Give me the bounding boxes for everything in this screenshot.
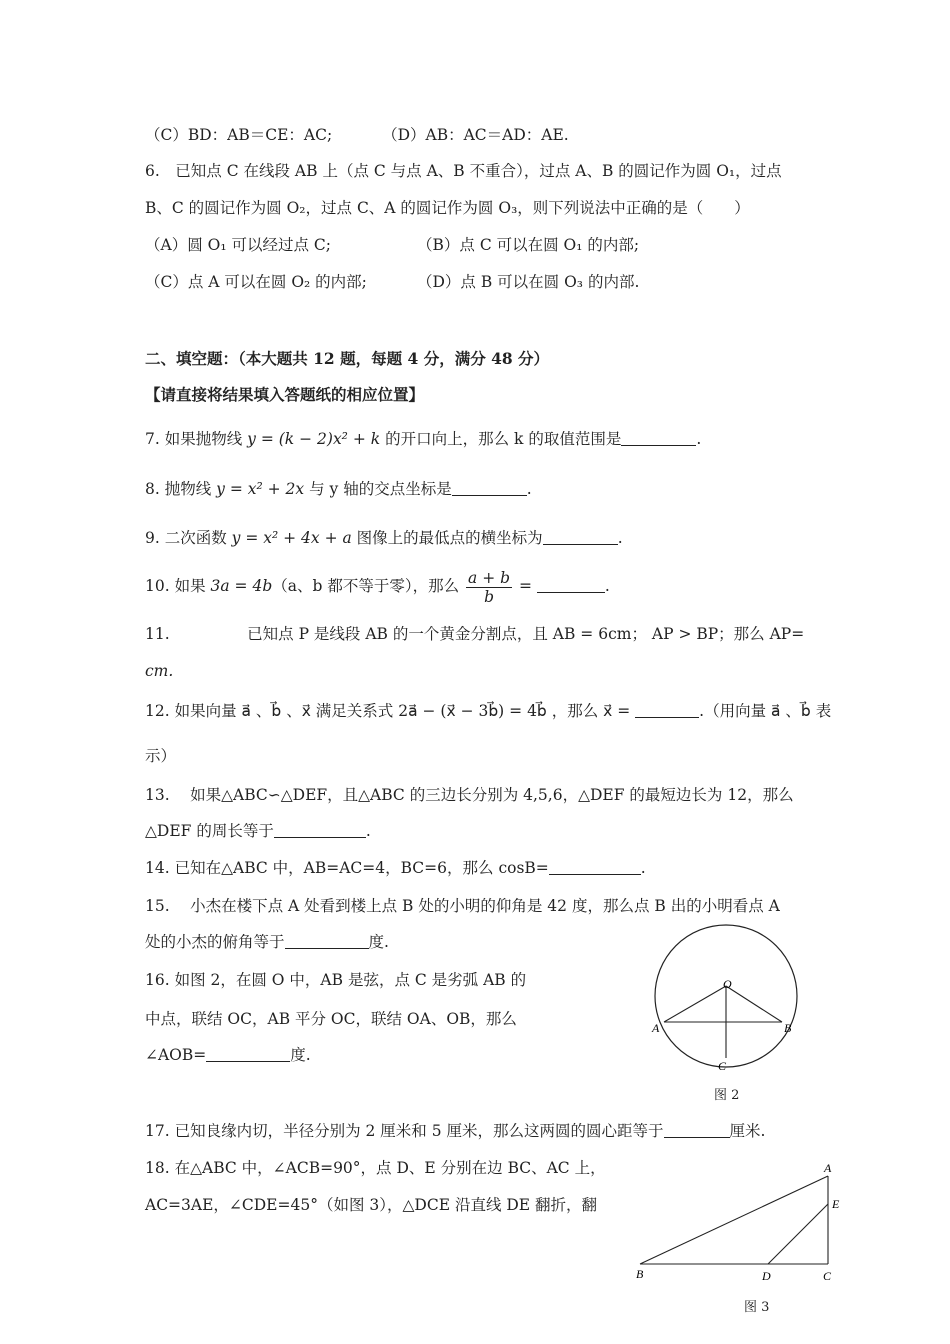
q6-stem-line2: B、C 的圆记作为圆 O₂，过点 C、A 的圆记作为圆 O₃，则下列说法中正确的是（ ）: [145, 199, 750, 217]
label-c: C: [718, 1059, 727, 1073]
label-a: A: [824, 1161, 832, 1175]
q13-text-pre: △DEF 的周长等于: [145, 822, 274, 840]
q17-text-pre: 17. 已知良缘内切，半径分别为 2 厘米和 5 厘米，那么这两圆的圆心距等于: [145, 1122, 664, 1140]
q9-text-pre: 9. 二次函数: [145, 529, 232, 547]
q7-answer-blank[interactable]: [621, 429, 696, 446]
label-d: D: [762, 1269, 771, 1283]
question-14: [145, 857, 646, 879]
q12-text-pre: 12. 如果向量 a⃗ 、b⃗ 、x⃗ 满足关系式 2a⃗ − (x⃗ − 3b⃗) = 4b⃗ ，那么 x⃗ =: [145, 702, 636, 720]
q16-text-pre: ∠AOB=: [145, 1046, 207, 1064]
q17-answer-blank[interactable]: [664, 1121, 730, 1138]
q14-text-pre: 14. 已知在△ABC 中，AB=AC=4，BC=6，那么 cosB=: [145, 859, 549, 877]
q11-line2: cm.: [145, 662, 174, 680]
q10-answer-blank[interactable]: [537, 576, 605, 593]
q10-equals: =: [514, 577, 537, 595]
q14-end: .: [640, 859, 646, 877]
q10-text-mid: （a、b 都不等于零），那么: [272, 577, 465, 595]
q11-line1: 11. 已知点 P 是线段 AB 的一个黄金分割点，且 AB = 6cm； AP > BP；那么 AP=: [145, 625, 805, 643]
q10-fraction: [466, 569, 512, 606]
question-12: [145, 700, 831, 722]
q13-end: .: [365, 822, 371, 840]
q5-options: [145, 124, 569, 146]
q15-text-pre: 处的小杰的俯角等于: [145, 933, 285, 951]
q13-line1: 13. 如果△ABC∽△DEF，且△ABC 的三边长分别为 4,5,6，△DEF 的最短边长为 12，那么: [145, 786, 794, 804]
q17-end: 厘米.: [729, 1122, 766, 1140]
q10-end: .: [604, 577, 610, 595]
q16-line1: 16. 如图 2，在圆 O 中，AB 是弦，点 C 是劣弧 AB 的: [145, 971, 527, 989]
q12-text-post: .（用向量 a⃗ 、b⃗ 表: [699, 702, 832, 720]
q13-answer-blank[interactable]: [274, 821, 366, 838]
q6-option-b: （B）点 C 可以在圆 O₁ 的内部;: [417, 236, 640, 254]
q15-answer-blank[interactable]: [285, 932, 369, 949]
q7-text-pre: 7. 如果抛物线: [145, 430, 248, 448]
q8-formula: y = x² + 2x: [216, 480, 305, 498]
q6-stem-line1: 6. 已知点 C 在线段 AB 上（点 C 与点 A、B 不重合），过点 A、B 的圆记作为圆 O₁，过点: [145, 162, 782, 180]
label-a: A: [652, 1021, 660, 1035]
label-o: O: [723, 977, 732, 991]
q10-text-pre: 10. 如果: [145, 577, 211, 595]
q6-options-ab: [145, 234, 639, 256]
section2-title: 二、填空题：（本大题共 12 题，每题 4 分，满分 48 分）: [145, 349, 550, 368]
q6-options-cd: [145, 271, 639, 293]
q6-option-c: （C）点 A 可以在圆 O₂ 的内部;: [145, 273, 367, 291]
figure-3-triangle-diagram: [630, 1156, 850, 1288]
side-ab: [640, 1176, 828, 1264]
label-b: B: [784, 1021, 792, 1035]
section2-note: 【请直接将结果填入答题纸的相应位置】: [145, 385, 425, 404]
q18-line2: AC=3AE，∠CDE=45°（如图 3），△DCE 沿直线 DE 翻折，翻: [145, 1196, 598, 1214]
q7-formula: y = (k − 2)x² + k: [247, 430, 381, 448]
q15-end: 度.: [368, 933, 389, 951]
question-17: [145, 1120, 765, 1142]
figure-2-caption: 图 2: [714, 1088, 740, 1103]
segment-oa: [664, 986, 726, 1022]
q7-text-post: 的开口向上，那么 k 的取值范围是: [380, 430, 622, 448]
question-8: [145, 478, 532, 500]
q8-text-pre: 8. 抛物线: [145, 480, 217, 498]
q6-option-d: （D）点 B 可以在圆 O₃ 的内部.: [417, 273, 640, 291]
q16-line2: 中点，联结 OC，AB 平分 OC，联结 OA、OB，那么: [145, 1010, 517, 1028]
label-e: E: [832, 1197, 840, 1211]
q15-line2: [145, 931, 389, 953]
q12-line2: 示）: [145, 747, 177, 765]
q9-text-post: 图像上的最低点的横坐标为: [351, 529, 543, 547]
q8-text-post: 与 y 轴的交点坐标是: [304, 480, 452, 498]
q6-option-a: （A）圆 O₁ 可以经过点 C;: [145, 236, 331, 254]
segment-ob: [726, 986, 782, 1022]
segment-de: [768, 1204, 828, 1264]
q9-formula: y = x² + 4x + a: [231, 529, 352, 547]
q10-numerator: a + b: [468, 568, 511, 587]
q18-line1: 18. 在△ABC 中，∠ACB=90°，点 D、E 分别在边 BC、AC 上，: [145, 1159, 606, 1177]
figure-2-circle-diagram: [648, 918, 808, 1078]
q9-answer-blank[interactable]: [543, 528, 618, 545]
q5-option-c: （C）BD：AB＝CE：AC;: [145, 126, 333, 144]
q8-end: .: [526, 480, 532, 498]
q5-option-d: （D）AB：AC＝AD：AE.: [382, 126, 569, 144]
question-7: [145, 428, 701, 450]
q15-line1: 15. 小杰在楼下点 A 处看到楼上点 B 处的小明的仰角是 42 度，那么点 B 出的小明看点 A: [145, 897, 780, 915]
question-9: [145, 527, 623, 549]
figure-3-caption: 图 3: [744, 1300, 770, 1315]
q16-answer-blank[interactable]: [206, 1045, 290, 1062]
q10-denominator: b: [484, 587, 494, 606]
q9-end: .: [617, 529, 623, 547]
q12-answer-blank[interactable]: [635, 701, 699, 718]
q16-line3: [145, 1044, 311, 1066]
q10-formula: 3a = 4b: [210, 577, 273, 595]
q14-answer-blank[interactable]: [549, 858, 641, 875]
label-c: C: [823, 1269, 832, 1283]
q16-end: 度.: [290, 1046, 311, 1064]
q8-answer-blank[interactable]: [452, 479, 527, 496]
q13-line2: [145, 820, 371, 842]
question-10: [145, 566, 610, 606]
label-b: B: [636, 1267, 644, 1281]
q7-end: .: [696, 430, 702, 448]
